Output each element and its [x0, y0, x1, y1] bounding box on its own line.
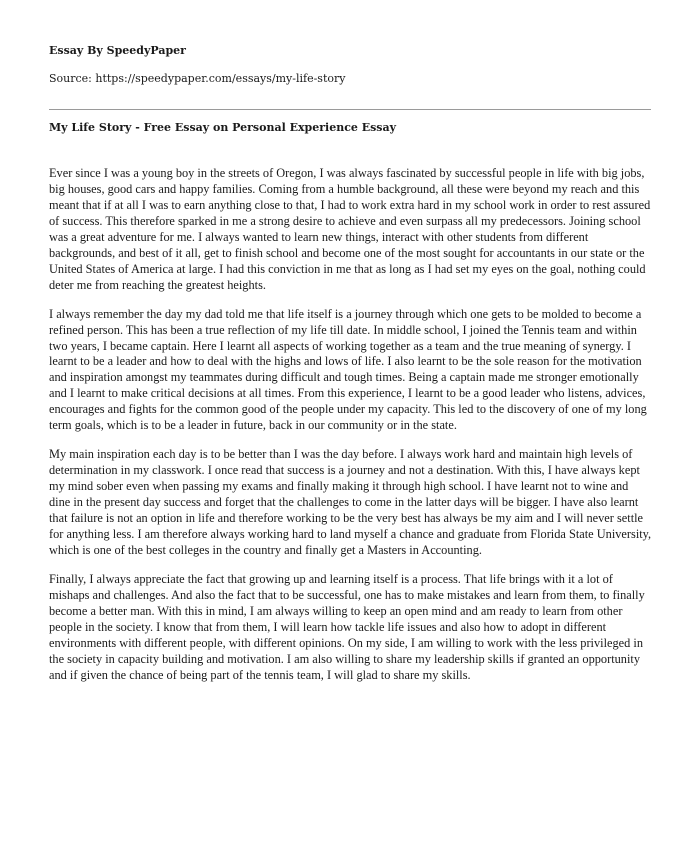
essay-title: My Life Story - Free Essay on Personal Experience Essay	[49, 121, 397, 134]
essay-body	[49, 166, 652, 697]
essay-paragraph-4: Finally, I always appreciate the fact that growing up and learning itself is a process. That life brings with it a lot of mishaps and challenges. And also the fact that to be successful, one has to make mistakes and learn from them, to finally become a better man. With this in mind, I am always willing to keep an open mind and am ready to learn from other people in the society. I know that from them, I will learn how tackle life issues and also how to adopt in different environments with different people, with different opinions. On my side, I am willing to work with the less privileged in the society in capacity building and motivation. I am also willing to share my leadership skills if granted an opportunity and if given the chance of being part of the tennis team, I will glad to share my skills.	[49, 571, 645, 682]
header-divider	[49, 109, 651, 110]
essay-paragraph-1: Ever since I was a young boy in the streets of Oregon, I was always fascinated by successful people in life with big jobs, big houses, good cars and happy families. Coming from a humble background, all these were beyond my reach and this meant that if at all I was to earn anything close to that, I had to work extra hard in my school work in order to rest assured of success. This therefore sparked in me a strong desire to achieve and even surpass all my predecessors. Joining school was a great adventure for me. I always wanted to learn new things, interact with other students from different backgrounds, and best of it all, get to finish school and become one of the most sought for accountants in our state or the United States of America at large. I had this conviction in me that as long as I had set my eyes on the goal, nothing could deter me from reaching the greatest heights.	[49, 166, 651, 292]
document-source-line: Source: https://speedypaper.com/essays/my-life-story	[49, 72, 346, 85]
essay-paragraph-3: My main inspiration each day is to be better than I was the day before. I always work hard and maintain high levels of determination in my classwork. I once read that success is a journey and not a destination. With this, I have always kept my mind sober even when passing my exams and finally making it through high school. I have learnt not to wine and dine in the present day success and forget that the challenges to come in the latter days will be bigger. I have also learnt that failure is not an option in life and therefore working to be the very best has always be my aim and I will never settle for anything less. I am therefore always working hard to land myself a chance and graduate from Florida State University, which is one of the best colleges in the country and finally get a Masters in Accounting.	[49, 447, 652, 557]
document-header-title: Essay By SpeedyPaper	[49, 44, 186, 57]
essay-paragraph-2: I always remember the day my dad told me that life itself is a journey through which one gets to be molded to become a refined person. This has been a true reflection of my life till date. In middle school, I joined the Tennis team and within two years, I became captain. Here I learnt all aspects of working together as a team and the true meaning of synergy. I learnt to be a leader and how to deal with the highs and lows of life. I also learnt to be the sole reason for the motivation and inspiration amongst my teammates during difficult and tough times. Being a captain made me stronger emotionally and I learnt to make critical decisions at all times. From this experience, I learnt to be a good leader who listens, advices, encourages and fights for the common good of the people under my capacity. This led to the discovery of one of my long term goals, which is to be a leader in future, back in our community or in the state.	[49, 306, 647, 433]
